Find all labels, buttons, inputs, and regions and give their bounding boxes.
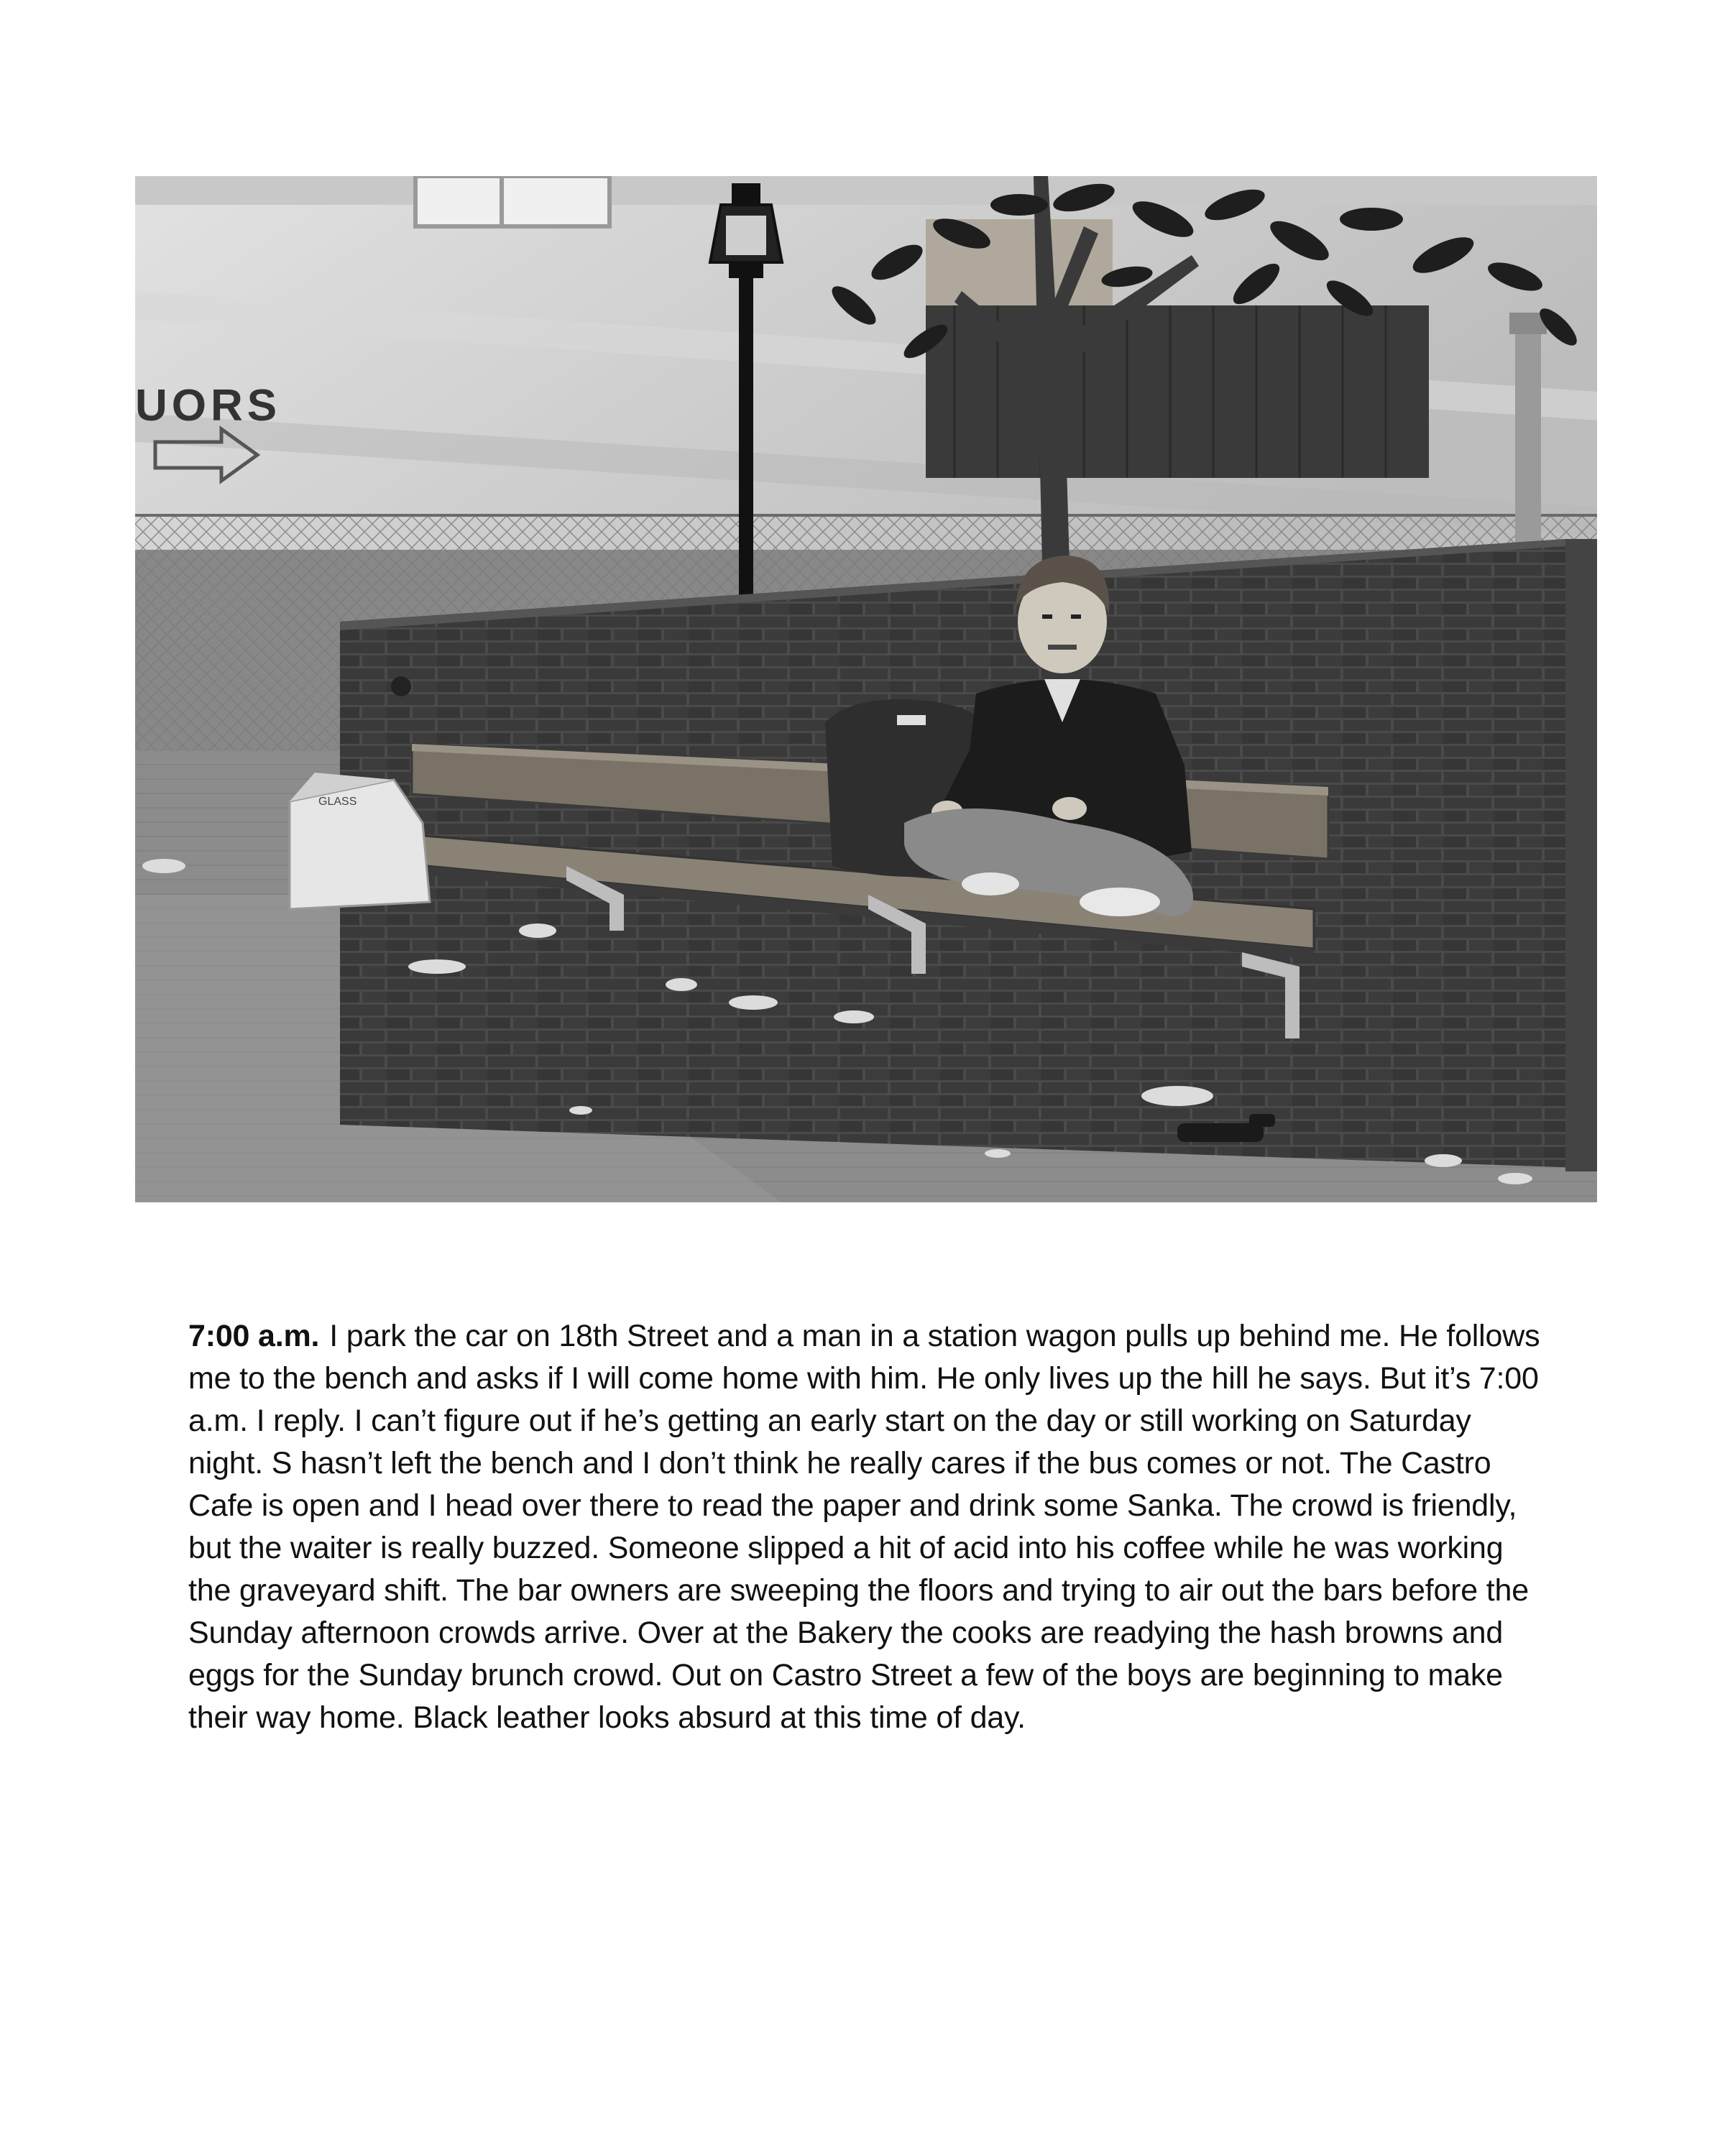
store-sign-text: UORS — [135, 381, 282, 430]
box-label: GLASS — [318, 796, 357, 808]
caption-paragraph — [188, 1315, 1554, 1739]
caption-time: 7:00 a.m. — [188, 1319, 320, 1353]
caption-text: I park the car on 18th Street and a man in a station wagon pulls up behind me. He follows me to the bench and asks if I will come home with him. He only lives up the hill he says. But it’s 7:00 a.m. I reply. I can’t figure out if he’s getting an early start on the day or still working on Saturday night. S hasn’t left the bench and I don’t think he really cares if the bus comes or not. The Castro Cafe is open and I head over there to read the paper and drink some Sanka. The crowd is friendly, but the waiter is really buzzed. Someone slipped a hit of acid into his coffee while he was working the graveyard shift. The bar owners are sweeping the floors and trying to air out the bars before the Sunday afternoon crowds arrive. Over at the Bakery the cooks are readying the hash browns and eggs for the Sunday brunch crowd. Out on Castro Street a few of the boys are beginning to make their way home. Black leather looks absurd at this time of day. — [188, 1319, 1540, 1735]
bottle — [1177, 1123, 1264, 1142]
photograph — [135, 176, 1597, 1202]
